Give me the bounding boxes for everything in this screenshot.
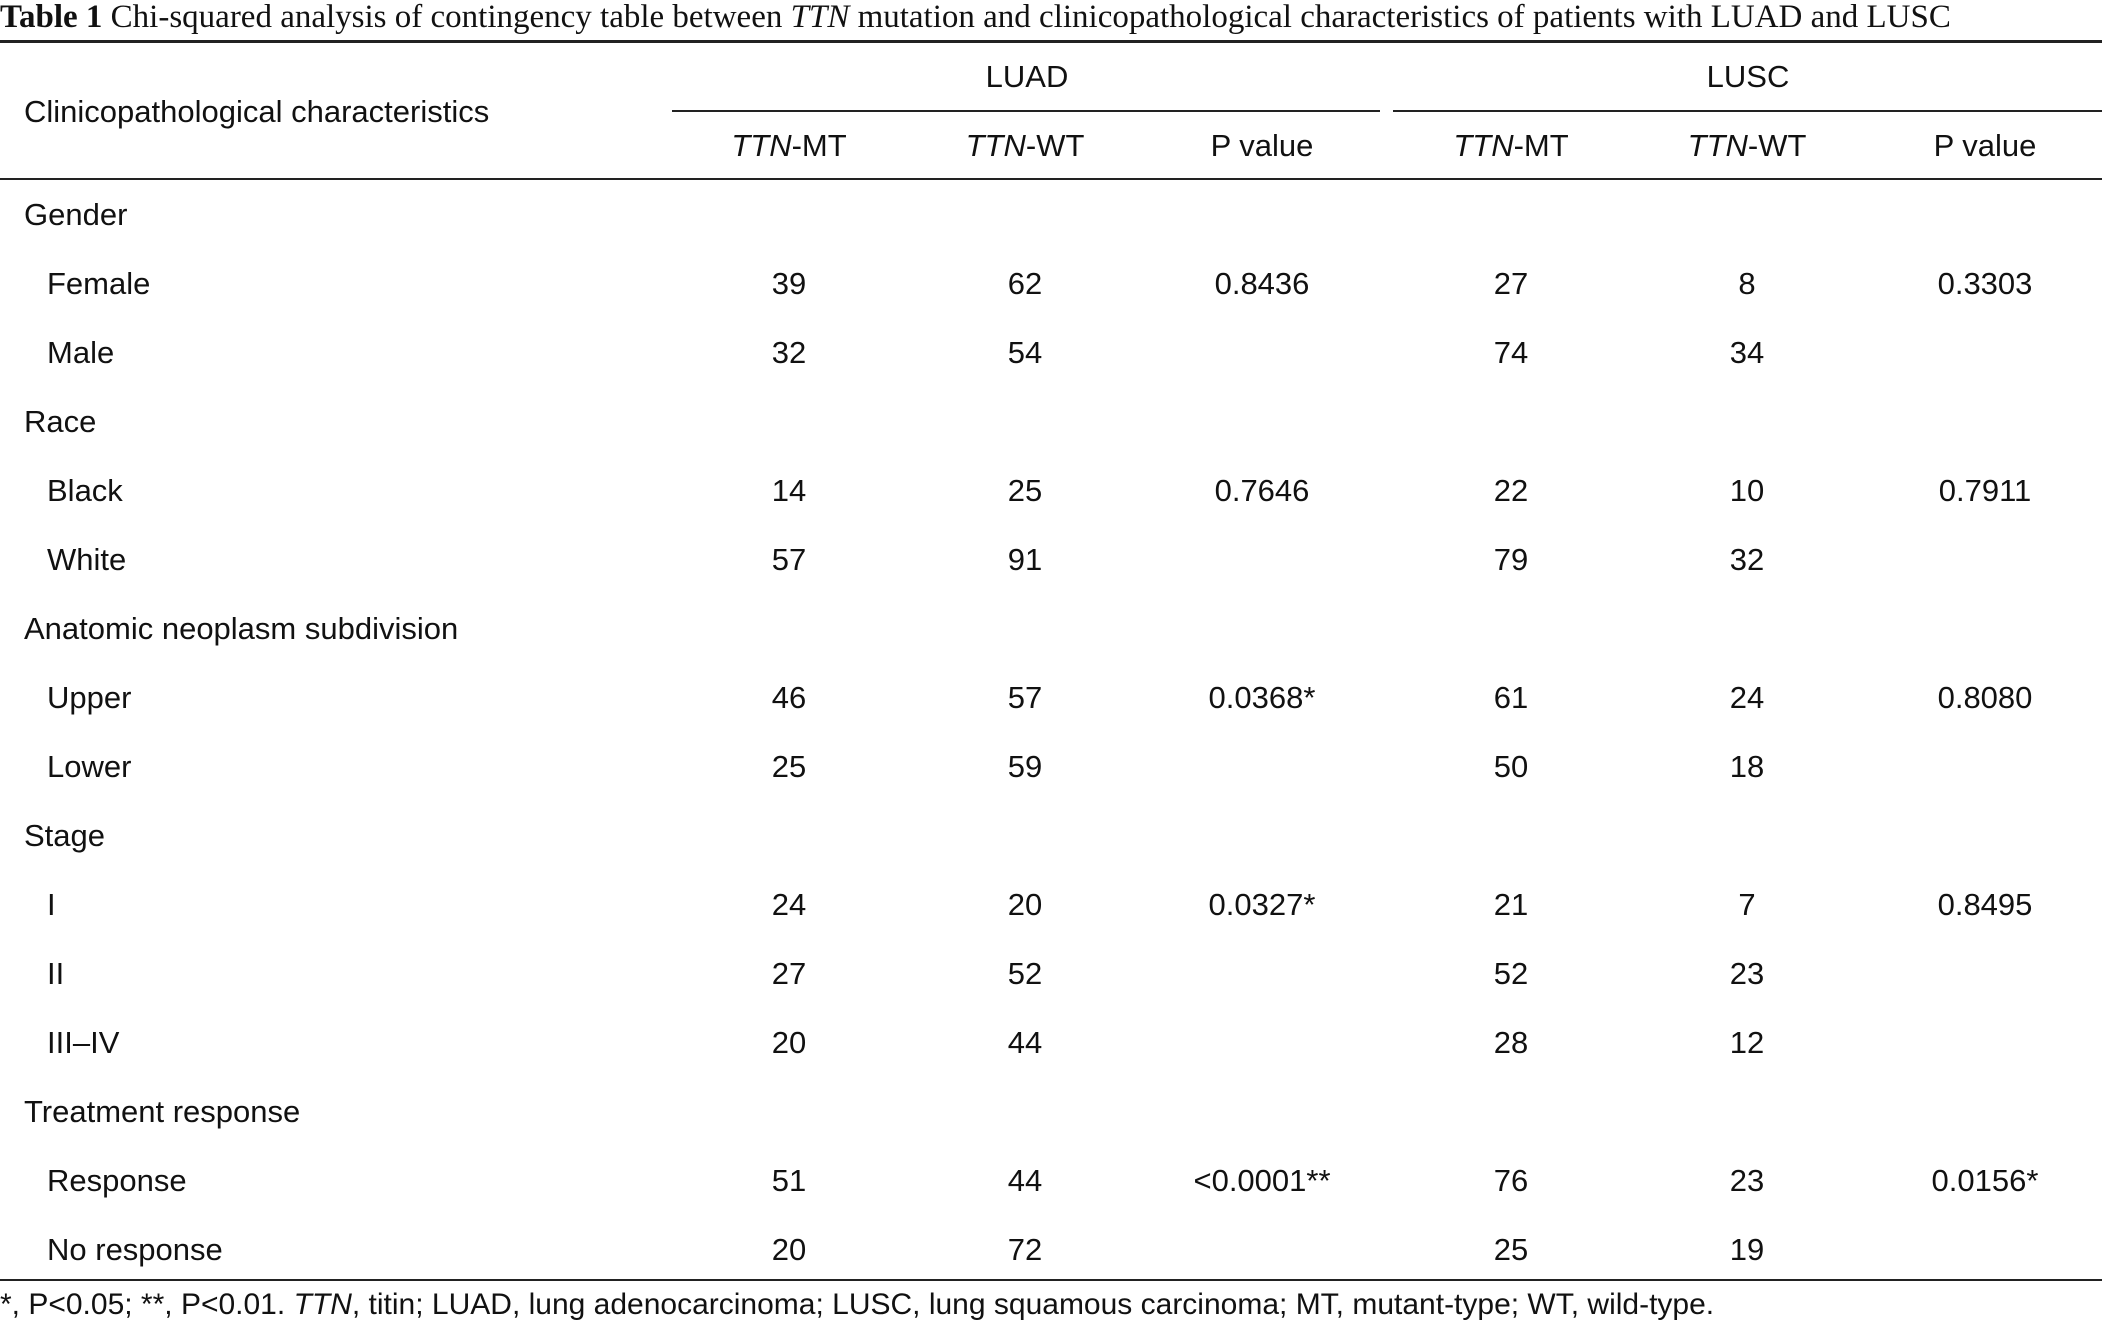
count-cell: 52 xyxy=(1493,956,1529,991)
column-header xyxy=(1453,126,1568,166)
count-cell: 59 xyxy=(1007,749,1043,784)
p-value-cell: 0.7911 xyxy=(1938,473,2032,508)
count-cell: 27 xyxy=(771,956,807,991)
column-header-suffix: -WT xyxy=(1025,128,1085,163)
count-cell: 62 xyxy=(1007,266,1043,301)
count-cell: 34 xyxy=(1729,335,1765,370)
section-heading: Race xyxy=(24,404,97,439)
p-value-cell: 0.0368* xyxy=(1208,680,1316,715)
count-cell: 32 xyxy=(771,335,807,370)
count-cell: 57 xyxy=(1007,680,1043,715)
row-label: Black xyxy=(47,473,123,508)
section-heading: Treatment response xyxy=(24,1094,301,1129)
count-cell: 46 xyxy=(771,680,807,715)
count-cell: 14 xyxy=(771,473,807,508)
footnote-gene: TTN xyxy=(293,1288,352,1321)
column-header-gene: TTN xyxy=(965,128,1026,163)
footnote-significance: *, P<0.05; **, P<0.01. xyxy=(0,1288,286,1321)
p-value-cell: 0.0327* xyxy=(1208,887,1316,922)
column-header-suffix: -MT xyxy=(1513,128,1569,163)
count-cell: 25 xyxy=(1007,473,1043,508)
count-cell: 74 xyxy=(1493,335,1529,370)
lusc-underline xyxy=(1393,110,2102,112)
table-number: Table 1 xyxy=(0,0,103,35)
column-header: P value xyxy=(1210,128,1314,163)
count-cell: 24 xyxy=(1729,680,1765,715)
column-header-gene: TTN xyxy=(1453,128,1514,163)
top-rule xyxy=(0,40,2102,43)
section-heading: Anatomic neoplasm subdivision xyxy=(24,611,459,646)
section-heading: Gender xyxy=(24,197,128,232)
count-cell: 25 xyxy=(1493,1232,1529,1267)
count-cell: 20 xyxy=(1007,887,1043,922)
column-header-gene: TTN xyxy=(731,128,792,163)
row-label: No response xyxy=(47,1232,223,1267)
count-cell: 19 xyxy=(1729,1232,1765,1267)
count-cell: 72 xyxy=(1007,1232,1043,1267)
p-value-cell: 0.8495 xyxy=(1937,887,2033,922)
section-heading: Stage xyxy=(24,818,106,853)
p-value-cell: 0.7646 xyxy=(1214,473,1310,508)
table-caption xyxy=(0,0,2102,40)
count-cell: 28 xyxy=(1493,1025,1529,1060)
count-cell: 20 xyxy=(771,1025,807,1060)
caption-text-after: mutation and clinicopathological characteristics of patients with LUAD and LUSC xyxy=(857,0,1951,35)
count-cell: 22 xyxy=(1493,473,1529,508)
column-header: P value xyxy=(1933,128,2037,163)
header-rule xyxy=(0,178,2102,180)
p-value-cell: 0.8436 xyxy=(1214,266,1310,301)
count-cell: 44 xyxy=(1007,1163,1043,1198)
column-header xyxy=(966,126,1085,166)
count-cell: 27 xyxy=(1493,266,1529,301)
count-cell: 24 xyxy=(771,887,807,922)
row-label: Upper xyxy=(47,680,132,715)
count-cell: 12 xyxy=(1729,1025,1765,1060)
bottom-rule xyxy=(0,1279,2102,1281)
row-label: I xyxy=(47,887,56,922)
row-label: Female xyxy=(47,266,151,301)
row-label: III–IV xyxy=(47,1025,120,1060)
column-header xyxy=(1688,126,1807,166)
count-cell: 10 xyxy=(1729,473,1765,508)
column-header-suffix: -WT xyxy=(1747,128,1807,163)
count-cell: 57 xyxy=(771,542,807,577)
p-value-cell: 0.3303 xyxy=(1937,266,2033,301)
footnote-abbreviations: , titin; LUAD, lung adenocarcinoma; LUSC, lung squamous carcinoma; MT, mutant-type; WT, wild-type. xyxy=(351,1288,1715,1321)
luad-underline xyxy=(672,110,1380,112)
p-value-cell: 0.0156* xyxy=(1931,1163,2039,1198)
p-value-cell: <0.0001** xyxy=(1193,1163,1331,1198)
count-cell: 18 xyxy=(1729,749,1765,784)
count-cell: 20 xyxy=(771,1232,807,1267)
count-cell: 52 xyxy=(1007,956,1043,991)
column-header-gene: TTN xyxy=(1687,128,1748,163)
count-cell: 23 xyxy=(1729,956,1765,991)
row-label: Response xyxy=(47,1163,187,1198)
count-cell: 79 xyxy=(1493,542,1529,577)
group-header-lusc: LUSC xyxy=(1706,59,1790,94)
count-cell: 8 xyxy=(1738,266,1756,301)
group-header-luad: LUAD xyxy=(985,59,1069,94)
count-cell: 61 xyxy=(1493,680,1529,715)
count-cell: 51 xyxy=(771,1163,807,1198)
count-cell: 7 xyxy=(1738,887,1756,922)
count-cell: 76 xyxy=(1493,1163,1529,1198)
p-value-cell: 0.8080 xyxy=(1937,680,2033,715)
count-cell: 39 xyxy=(771,266,807,301)
count-cell: 50 xyxy=(1493,749,1529,784)
row-label-header: Clinicopathological characteristics xyxy=(24,94,490,129)
caption-gene: TTN xyxy=(790,0,850,35)
count-cell: 44 xyxy=(1007,1025,1043,1060)
count-cell: 32 xyxy=(1729,542,1765,577)
row-label: White xyxy=(47,542,127,577)
row-label: Male xyxy=(47,335,115,370)
caption-text-before: Chi-squared analysis of contingency table between xyxy=(110,0,783,35)
count-cell: 21 xyxy=(1493,887,1529,922)
column-header-suffix: -MT xyxy=(791,128,847,163)
row-label: II xyxy=(47,956,65,991)
count-cell: 91 xyxy=(1007,542,1043,577)
row-label: Lower xyxy=(47,749,132,784)
column-header xyxy=(731,126,846,166)
table-footnote xyxy=(0,1287,1714,1323)
count-cell: 25 xyxy=(771,749,807,784)
count-cell: 54 xyxy=(1007,335,1043,370)
count-cell: 23 xyxy=(1729,1163,1765,1198)
